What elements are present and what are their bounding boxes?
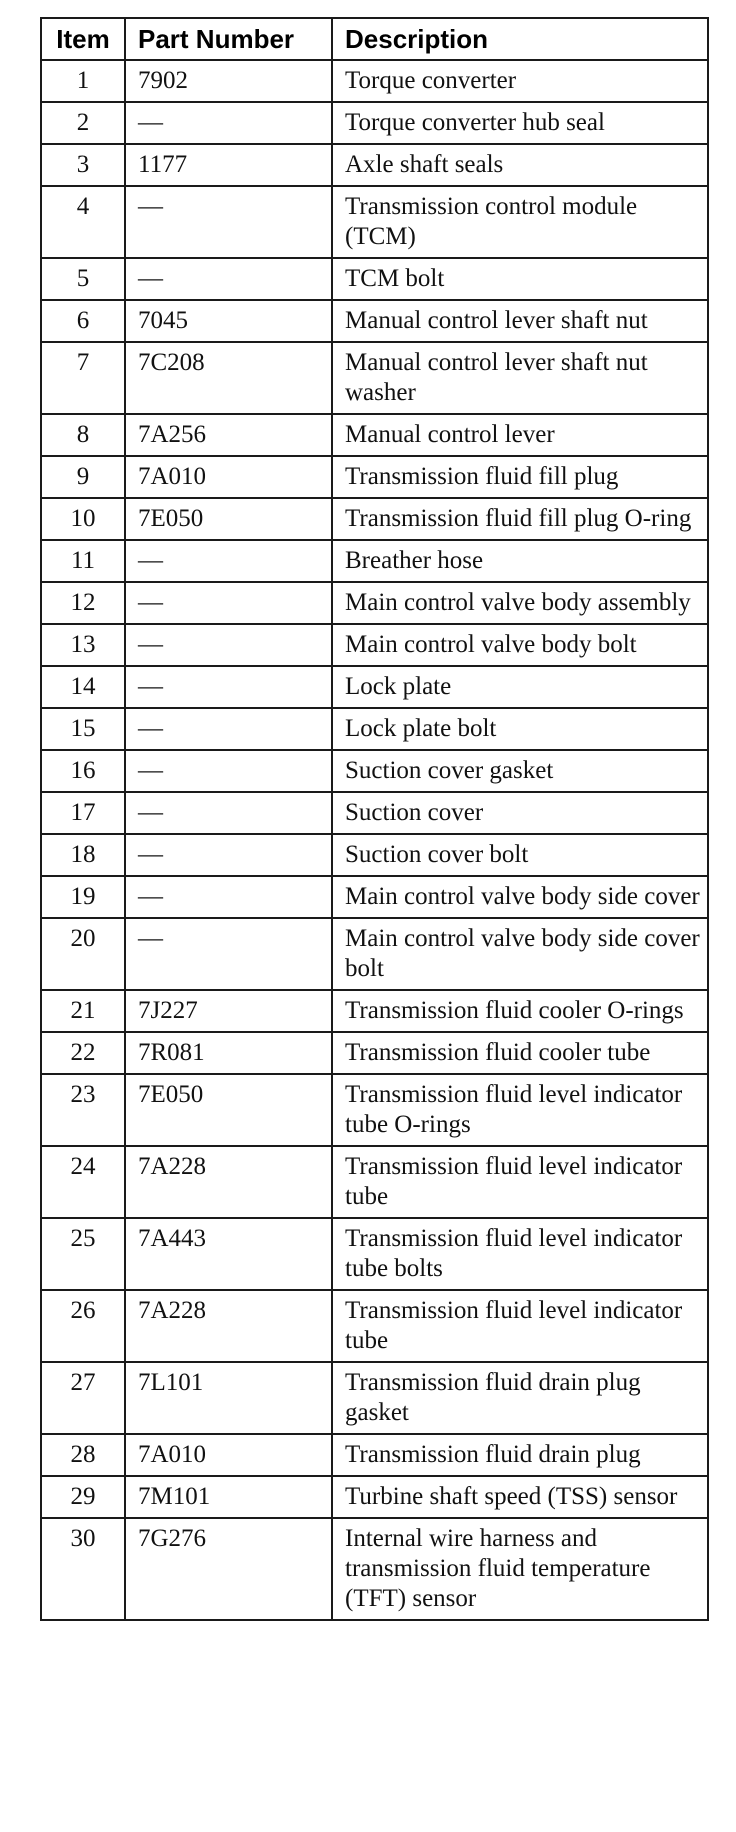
row-part-number: 7C208	[125, 342, 332, 414]
table-row	[41, 708, 708, 750]
table-row	[41, 414, 708, 456]
row-description: Transmission fluid level indicator tube	[332, 1290, 708, 1362]
table-row	[41, 60, 708, 102]
row-part-number: 7A256	[125, 414, 332, 456]
row-part-number: —	[125, 582, 332, 624]
row-part-number: 7J227	[125, 990, 332, 1032]
table-row	[41, 582, 708, 624]
row-item-number: 20	[41, 918, 125, 990]
row-item-number: 17	[41, 792, 125, 834]
row-item-number: 10	[41, 498, 125, 540]
row-item-number: 19	[41, 876, 125, 918]
row-part-number: —	[125, 918, 332, 990]
row-description: Main control valve body bolt	[332, 624, 708, 666]
parts-table-container	[40, 17, 707, 1621]
table-row	[41, 456, 708, 498]
row-item-number: 21	[41, 990, 125, 1032]
row-description: Torque converter hub seal	[332, 102, 708, 144]
table-row	[41, 186, 708, 258]
row-description: Transmission fluid drain plug	[332, 1434, 708, 1476]
table-row	[41, 540, 708, 582]
row-item-number: 4	[41, 186, 125, 258]
table-row	[41, 498, 708, 540]
row-description: Manual control lever	[332, 414, 708, 456]
table-row	[41, 1032, 708, 1074]
table-row	[41, 1290, 708, 1362]
row-description: Transmission fluid level indicator tube bolts	[332, 1218, 708, 1290]
table-row	[41, 1146, 708, 1218]
row-description: Transmission fluid level indicator tube O-rings	[332, 1074, 708, 1146]
row-item-number: 29	[41, 1476, 125, 1518]
row-description: Turbine shaft speed (TSS) sensor	[332, 1476, 708, 1518]
row-part-number: 7E050	[125, 498, 332, 540]
row-item-number: 12	[41, 582, 125, 624]
row-item-number: 16	[41, 750, 125, 792]
row-description: TCM bolt	[332, 258, 708, 300]
row-part-number: —	[125, 834, 332, 876]
row-description: Transmission control module (TCM)	[332, 186, 708, 258]
table-row	[41, 792, 708, 834]
row-item-number: 9	[41, 456, 125, 498]
table-row	[41, 1434, 708, 1476]
row-item-number: 5	[41, 258, 125, 300]
row-item-number: 8	[41, 414, 125, 456]
table-row	[41, 144, 708, 186]
row-part-number: —	[125, 876, 332, 918]
row-part-number: 7045	[125, 300, 332, 342]
row-item-number: 18	[41, 834, 125, 876]
row-part-number: —	[125, 186, 332, 258]
row-item-number: 25	[41, 1218, 125, 1290]
table-row	[41, 102, 708, 144]
table-row	[41, 300, 708, 342]
table-row	[41, 750, 708, 792]
row-item-number: 27	[41, 1362, 125, 1434]
row-part-number: —	[125, 624, 332, 666]
row-item-number: 13	[41, 624, 125, 666]
row-part-number: 7A010	[125, 456, 332, 498]
table-row	[41, 624, 708, 666]
table-body	[41, 60, 708, 1620]
row-description: Internal wire harness and transmission fluid temperature (TFT) sensor	[332, 1518, 708, 1620]
row-part-number: —	[125, 750, 332, 792]
parts-table	[40, 17, 709, 1621]
row-description: Lock plate bolt	[332, 708, 708, 750]
row-item-number: 26	[41, 1290, 125, 1362]
row-item-number: 23	[41, 1074, 125, 1146]
row-description: Suction cover gasket	[332, 750, 708, 792]
row-description: Main control valve body side cover	[332, 876, 708, 918]
row-part-number: 1177	[125, 144, 332, 186]
row-part-number: 7R081	[125, 1032, 332, 1074]
row-part-number: 7A010	[125, 1434, 332, 1476]
table-row	[41, 342, 708, 414]
row-description: Transmission fluid fill plug	[332, 456, 708, 498]
row-item-number: 22	[41, 1032, 125, 1074]
row-description: Breather hose	[332, 540, 708, 582]
row-description: Suction cover	[332, 792, 708, 834]
row-description: Lock plate	[332, 666, 708, 708]
table-row	[41, 666, 708, 708]
row-part-number: 7A228	[125, 1290, 332, 1362]
row-part-number: —	[125, 708, 332, 750]
row-part-number: —	[125, 792, 332, 834]
row-item-number: 11	[41, 540, 125, 582]
row-part-number: —	[125, 258, 332, 300]
row-part-number: 7E050	[125, 1074, 332, 1146]
row-item-number: 6	[41, 300, 125, 342]
row-description: Transmission fluid fill plug O-ring	[332, 498, 708, 540]
row-description: Transmission fluid drain plug gasket	[332, 1362, 708, 1434]
header-part-number: Part Number	[125, 18, 332, 60]
row-description: Transmission fluid cooler tube	[332, 1032, 708, 1074]
row-part-number: 7A443	[125, 1218, 332, 1290]
row-part-number: 7L101	[125, 1362, 332, 1434]
row-part-number: 7A228	[125, 1146, 332, 1218]
table-row	[41, 876, 708, 918]
row-item-number: 24	[41, 1146, 125, 1218]
row-description: Axle shaft seals	[332, 144, 708, 186]
table-row	[41, 1518, 708, 1620]
row-part-number: 7G276	[125, 1518, 332, 1620]
header-row	[41, 18, 708, 60]
row-item-number: 2	[41, 102, 125, 144]
table-row	[41, 990, 708, 1032]
row-description: Torque converter	[332, 60, 708, 102]
row-item-number: 28	[41, 1434, 125, 1476]
row-part-number: —	[125, 666, 332, 708]
row-item-number: 30	[41, 1518, 125, 1620]
row-description: Manual control lever shaft nut	[332, 300, 708, 342]
table-row	[41, 258, 708, 300]
row-part-number: —	[125, 102, 332, 144]
row-part-number: —	[125, 540, 332, 582]
row-description: Main control valve body assembly	[332, 582, 708, 624]
row-description: Main control valve body side cover bolt	[332, 918, 708, 990]
header-description: Description	[332, 18, 708, 60]
row-item-number: 15	[41, 708, 125, 750]
table-row	[41, 834, 708, 876]
row-item-number: 7	[41, 342, 125, 414]
row-description: Suction cover bolt	[332, 834, 708, 876]
row-part-number: 7M101	[125, 1476, 332, 1518]
row-description: Transmission fluid level indicator tube	[332, 1146, 708, 1218]
row-description: Transmission fluid cooler O-rings	[332, 990, 708, 1032]
row-item-number: 3	[41, 144, 125, 186]
row-description: Manual control lever shaft nut washer	[332, 342, 708, 414]
table-row	[41, 918, 708, 990]
table-row	[41, 1362, 708, 1434]
header-item: Item	[41, 18, 125, 60]
table-row	[41, 1476, 708, 1518]
row-item-number: 14	[41, 666, 125, 708]
table-row	[41, 1074, 708, 1146]
table-row	[41, 1218, 708, 1290]
row-part-number: 7902	[125, 60, 332, 102]
row-item-number: 1	[41, 60, 125, 102]
